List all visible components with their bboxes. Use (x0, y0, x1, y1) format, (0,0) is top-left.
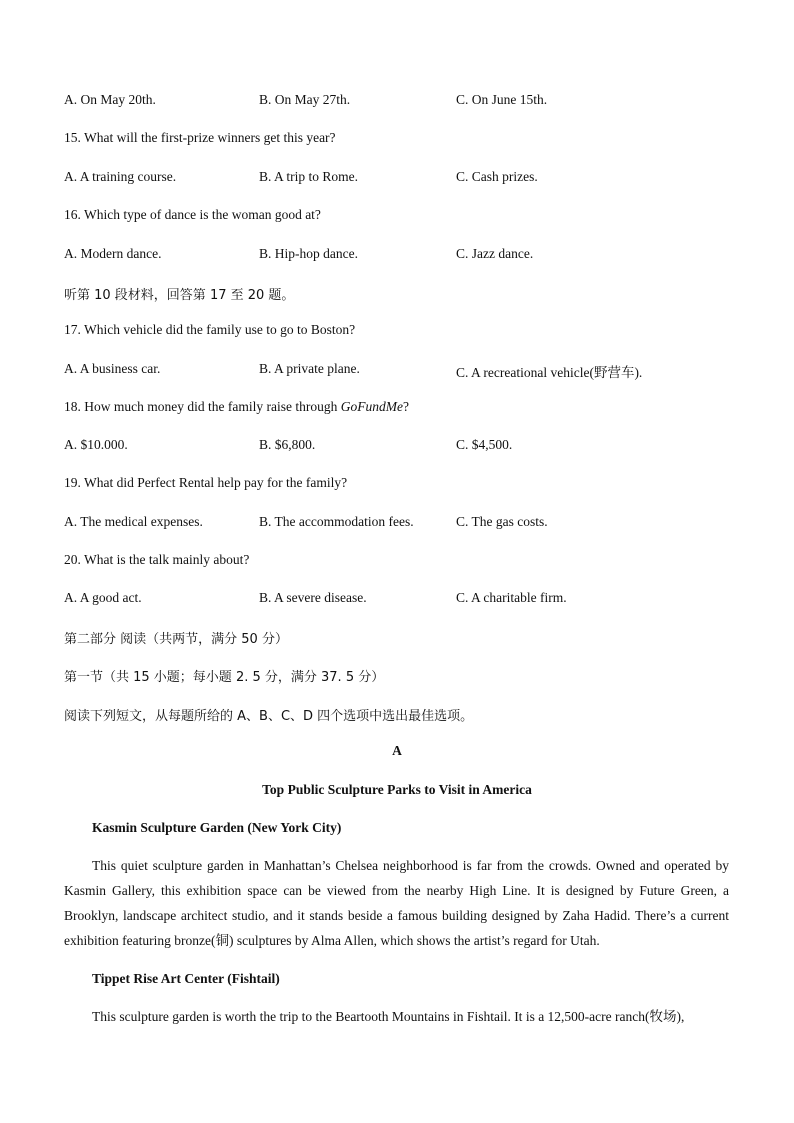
q17-option-c: C. A recreational vehicle(野营车). (456, 365, 643, 380)
q20-option-b: B. A severe disease. (259, 590, 367, 605)
q18-option-c: C. $4,500. (456, 437, 513, 452)
q19-option-a: A. The medical expenses. (64, 514, 203, 529)
garden2-title: Tippet Rise Art Center (Fishtail) (92, 971, 280, 986)
reading-instructions: 阅读下列短文，从每题所给的 A、B、C、D 四个选项中选出最佳选项。 (64, 709, 474, 724)
q15-option-a: A. A training course. (64, 169, 177, 184)
q18-option-a: A. $10.000. (64, 437, 128, 452)
q16-option-a: A. Modern dance. (64, 246, 162, 261)
q17-stem: 17. Which vehicle did the family use to go to Boston? (64, 322, 356, 337)
q20-stem: 20. What is the talk mainly about? (64, 552, 250, 567)
q18-stem (64, 399, 409, 415)
q19-option-b: B. The accommodation fees. (259, 514, 414, 529)
q14-option-c: C. On June 15th. (456, 92, 548, 107)
garden1-title: Kasmin Sculpture Garden (New York City) (92, 820, 342, 835)
q14-option-b: B. On May 27th. (259, 92, 351, 107)
q16-stem: 16. Which type of dance is the woman good at? (64, 207, 321, 222)
section1-heading: 第一节（共 15 小题；每小题 2. 5 分，满分 37. 5 分） (64, 670, 385, 685)
q15-option-b: B. A trip to Rome. (259, 169, 359, 184)
q20-option-c: C. A charitable firm. (456, 590, 567, 605)
q16-option-b: B. Hip-hop dance. (259, 246, 358, 261)
q18-stem-text: 18. How much money did the family raise through (64, 399, 341, 414)
q18-option-b: B. $6,800. (259, 437, 316, 452)
q18-stem-italic: GoFundMe (340, 399, 403, 414)
q19-option-c: C. The gas costs. (456, 514, 548, 529)
q15-option-c: C. Cash prizes. (456, 169, 538, 184)
q19-stem: 19. What did Perfect Rental help pay for the family? (64, 475, 348, 490)
section10-instruction: 听第 10 段材料，回答第 17 至 20 题。 (64, 288, 295, 303)
q18-stem-end: ? (402, 399, 409, 414)
passage-letter: A (392, 743, 402, 758)
q20-option-a: A. A good act. (64, 590, 142, 605)
part2-heading: 第二部分 阅读（共两节，满分 50 分） (64, 632, 288, 647)
garden2-paragraph: This sculpture garden is worth the trip to the Beartooth Mountains in Fishtail. It is a 12,500-acre ranch(牧场), (92, 1009, 685, 1024)
q14-option-a: A. On May 20th. (64, 92, 156, 107)
garden1-paragraph: This quiet sculpture garden in Manhattan’s Chelsea neighborhood is far from the crowds. Owned and operated by Kasmin Gallery, this exhibition space can be viewed from the nearby High Line. It is designed by Future Green, a Brooklyn, landscape architect studio, and it stands beside a famous building designed by Zaha Hadid. There’s a current exhibition featuring bronze(铜) sculptures by Alma Allen, which shows the artist’s regard for Utah. (64, 858, 729, 948)
q17-option-a: A. A business car. (64, 361, 161, 376)
q17-option-b: B. A private plane. (259, 361, 360, 376)
q15-stem: 15. What will the first-prize winners get this year? (64, 130, 336, 145)
q16-option-c: C. Jazz dance. (456, 246, 534, 261)
passage-title: Top Public Sculpture Parks to Visit in America (262, 782, 532, 797)
